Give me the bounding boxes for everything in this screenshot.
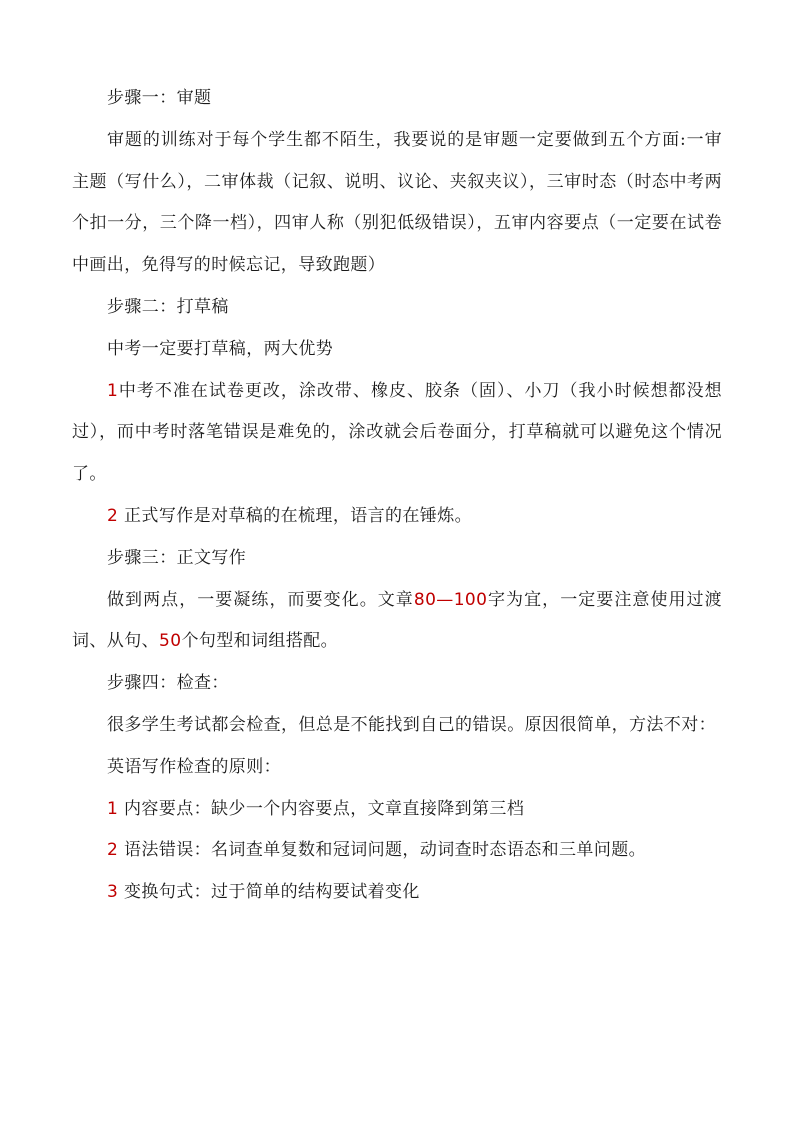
- step3-text-part-2: 字为宜，一定要注意使用过渡词、从句、: [72, 589, 722, 652]
- step4-item-1: [72, 789, 722, 831]
- step2-item-2-number: 2: [107, 505, 119, 526]
- step3-word-count: 80—100: [413, 589, 488, 610]
- step3-pattern-count: 50: [159, 631, 182, 652]
- step3-text-part-1: 做到两点，一要凝练，而要变化。文章: [107, 589, 414, 610]
- step4-item-3-number: 3: [107, 882, 119, 903]
- step2-item-2-text: 正式写作是对草稿的在梳理，语言的在锤炼。: [118, 505, 473, 526]
- step4-item-1-number: 1: [107, 798, 119, 819]
- step2-item-1-number: 1: [107, 380, 119, 401]
- step2-item-2: [72, 496, 722, 538]
- step2-intro: 中考一定要打草稿，两大优势: [107, 338, 334, 359]
- step4-item-3-text: 变换句式：过于简单的结构要试着变化: [118, 882, 420, 903]
- step4-item-3: [72, 872, 722, 914]
- step3-text-part-3: 个句型和词组搭配。: [181, 631, 339, 652]
- step4-heading: 步骤四：检查：: [107, 673, 229, 694]
- step4-item-2-number: 2: [107, 840, 119, 861]
- step2-item-1-text: 中考不准在试卷更改，涂改带、橡皮、胶条（固）、小刀（我小时候想都没想过），而中考时落笔错误是难免的，涂改就会后卷面分，打草稿就可以避免这个情况了。: [72, 380, 722, 485]
- step1-paragraph: 审题的训练对于每个学生都不陌生，我要说的是审题一定要做到五个方面:一审主题（写什么），二审体裁（记叙、说明、议论、夹叙夹议），三审时态（时态中考两个扣一分，三个降一档），四审人称（别犯低级错误），五审内容要点（一定要在试卷中画出，免得写的时候忘记，导致跑题）: [72, 129, 722, 276]
- step2-heading: 步骤二：打草稿: [107, 296, 229, 317]
- step4-item-2-text: 语法错误：名词查单复数和冠词问题，动词查时态语态和三单问题。: [118, 840, 647, 861]
- step3-heading: 步骤三：正文写作: [107, 547, 247, 568]
- step3-paragraph: [72, 580, 722, 664]
- step4-principles-heading: 英语写作检查的原则：: [107, 756, 281, 777]
- step1-heading: 步骤一：审题: [107, 88, 212, 108]
- step2-item-1: [72, 371, 722, 496]
- step4-item-2: [72, 830, 722, 872]
- step4-paragraph: 很多学生考试都会检查，但总是不能找到自己的错误。原因很简单，方法不对：: [107, 714, 716, 735]
- step4-item-1-text: 内容要点：缺少一个内容要点，文章直接降到第三档: [118, 798, 525, 819]
